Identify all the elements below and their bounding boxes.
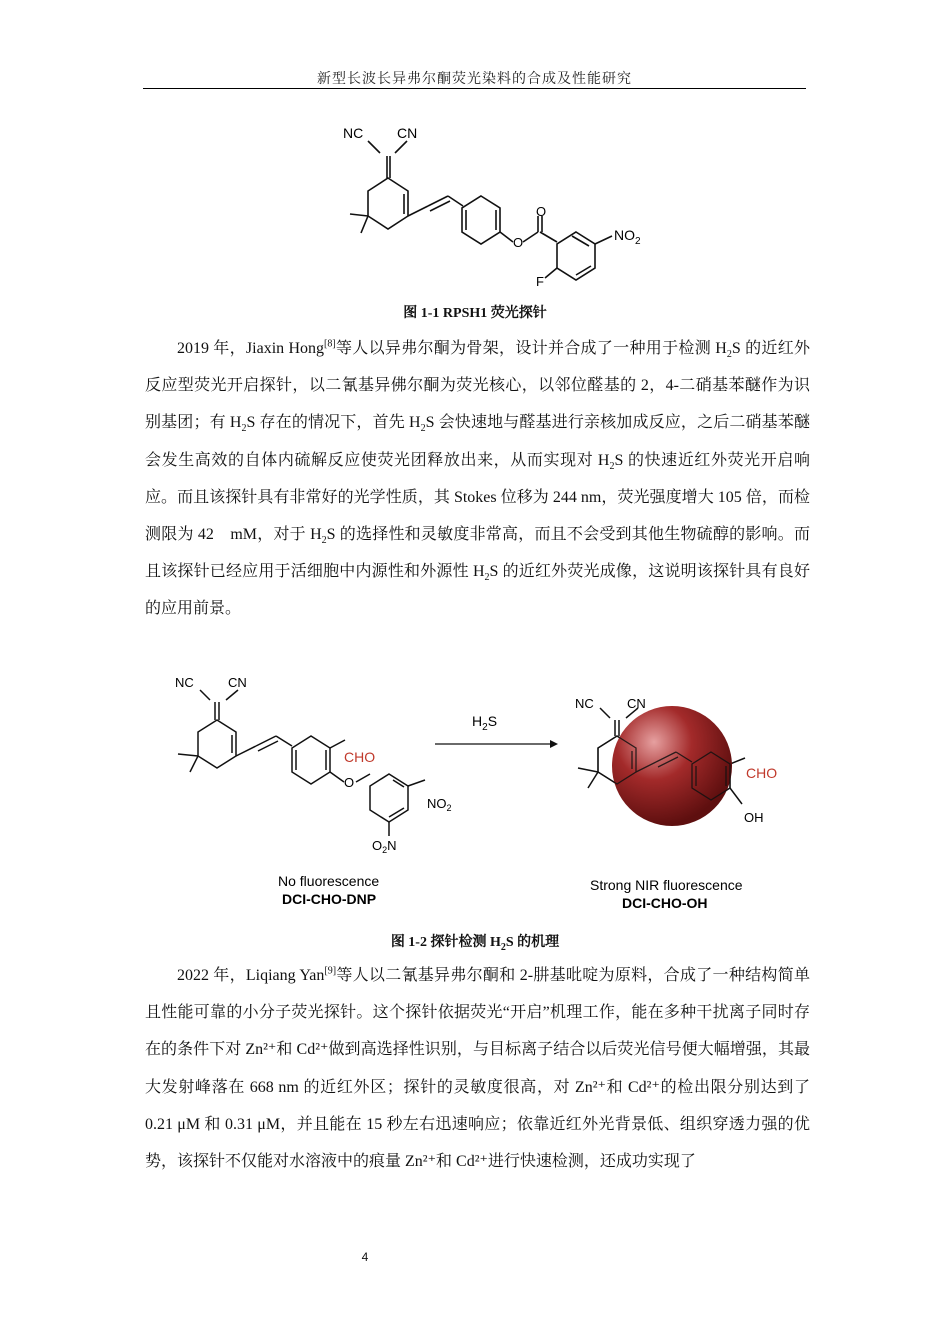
dci-cho-dnp-name: DCI-CHO-DNP: [282, 891, 377, 907]
reagent-h2s-label: $H_2S$: [472, 713, 498, 733]
ester-o-label: O: [513, 235, 524, 250]
no-fluorescence-label: No fluorescence: [278, 873, 380, 889]
page-number: 4: [361, 1250, 369, 1264]
figure2-caption: 图 1-2 探针检测 $H_2S$ 的机理: [390, 935, 560, 953]
header-rule: [143, 88, 806, 89]
running-header: 新型长波长异弗尔酮荧光染料的合成及性能研究: [317, 71, 632, 87]
no2-label: $NO_2$: [614, 227, 641, 247]
figure-h2s-mechanism: [160, 670, 800, 920]
figure-rpsh1-structure: [335, 118, 665, 288]
ether-o-label: O: [344, 775, 355, 790]
left-no2-label: $NO_2$: [427, 796, 452, 813]
fluorophore-sphere-icon: [612, 706, 732, 826]
o2n-label: $O_2N$: [372, 838, 397, 855]
paragraph-yan-2022: 2022 年，Liqiang Yan[9]等人以二氰基异弗尔酮和 2-肼基吡啶为原料，合成了一种结构简单且性能可靠的小分子荧光探针。这个探针依据荧光“开启”机理工作，能在多种干扰离子同时存在的条件下对 Zn²⁺和 Cd²⁺做到高选择性识别，与目标离子结合以后荧光信号便大幅增强，其最大发射峰落在 668 nm 的近红外区；探针的灵敏度很高，对 Zn²⁺和 Cd²⁺的检出限分别达到了 0.21 μM 和 0.31 μM，并且能在 15 秒左右迅速响应；依靠近红外光背景低、组织穿透力强的优势，该探针不仅能对水溶液中的痕量 Zn²⁺和 Cd²⁺进行快速检测，还成功实现了: [145, 965, 810, 1171]
nc-label: NC: [343, 125, 364, 141]
left-nc-label: NC: [175, 675, 194, 690]
dci-cho-dnp-structure: [178, 690, 425, 836]
left-cho-label: CHO: [344, 749, 376, 765]
cn-label: CN: [397, 125, 418, 141]
paragraph-hong-2019: 2019 年，Jiaxin Hong[8]等人以异弗尔酮为骨架，设计并合成了一种用于检测 $H_2S$ 的近红外反应型荧光开启探针，以二氰基异佛尔酮为荧光核心，以邻位醛基的 2，4-二硝基苯醚作为识别基团；有 $H_2S$ 存在的情况下，首先 $H_2S$ 会快速地与醛基进行亲核加成反应，之后二硝基苯醚会发生高效的自体内硫解反应使荧光团释放出来，从而实现对 $H_2S$ 的快速近红外荧光开启响应。而且该探针具有非常好的光学性质，其 Stokes 位移为 244 nm，荧光强度增大 105 倍，而检测限为 42 mM，对于 $H_2S$ 的选择性和灵敏度非常高，而且不会受到其他生物硫醇的影响。而且该探针已经应用于活细胞中内源性和外源性 $H_2S$ 的近红外荧光成像，这说明该探针具有良好的应用前景。: [145, 338, 810, 618]
fluoro-label: F: [536, 274, 544, 288]
figure1-caption: 图 1-1 RPSH1 荧光探针: [403, 306, 547, 321]
right-cn-label: CN: [627, 696, 646, 711]
right-nc-label: NC: [575, 696, 594, 711]
carbonyl-o-label: O: [536, 204, 547, 219]
right-cho-label: CHO: [746, 765, 778, 781]
dci-cho-oh-name: DCI-CHO-OH: [622, 895, 708, 911]
left-cn-label: CN: [228, 675, 247, 690]
right-oh-label: OH: [744, 810, 764, 825]
strong-nir-label: Strong NIR fluorescence: [590, 877, 743, 893]
